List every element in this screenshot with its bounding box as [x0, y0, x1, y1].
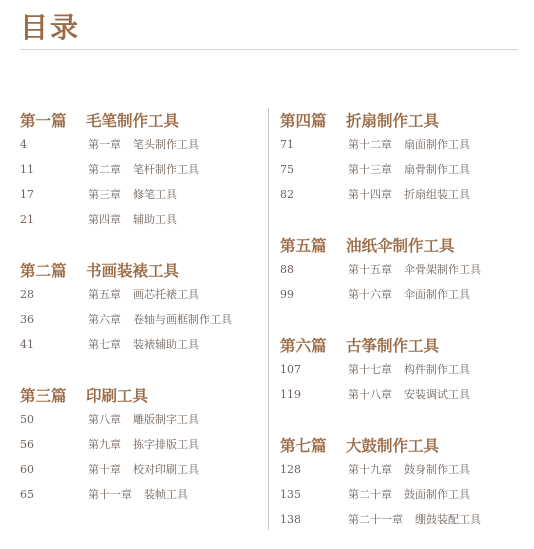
page-number: 135 — [280, 488, 301, 501]
part-heading[interactable] — [20, 110, 260, 132]
chapter-number: 第七章 — [88, 338, 121, 351]
part-number: 第二篇 — [20, 262, 67, 280]
part-heading[interactable] — [280, 235, 525, 257]
page-number: 21 — [20, 213, 34, 226]
chapter-entry[interactable] — [280, 182, 525, 207]
chapter-entry[interactable] — [280, 507, 525, 532]
chapter-number: 第二十章 — [348, 488, 392, 501]
part-number: 第六篇 — [280, 337, 327, 355]
chapter-title: 校对印刷工具 — [133, 463, 199, 476]
chapter-title: 伞面制作工具 — [404, 288, 470, 301]
part-heading[interactable] — [20, 260, 260, 282]
chapter-number: 第十八章 — [348, 388, 392, 401]
chapter-entry[interactable] — [20, 132, 260, 157]
part-heading[interactable] — [20, 385, 260, 407]
page-number: 4 — [20, 138, 27, 151]
page-number: 17 — [20, 188, 34, 201]
page-number: 71 — [280, 138, 294, 151]
chapter-number: 第二十一章 — [348, 513, 403, 526]
chapter-title: 修笔工具 — [133, 188, 177, 201]
part-number: 第五篇 — [280, 237, 327, 255]
chapter-title: 装帧工具 — [144, 488, 188, 501]
chapter-title: 笔头制作工具 — [133, 138, 199, 151]
chapter-number: 第五章 — [88, 288, 121, 301]
page-number: 60 — [20, 463, 34, 476]
chapter-title: 拣字排版工具 — [133, 438, 199, 451]
chapter-number: 第十一章 — [88, 488, 132, 501]
toc-part — [280, 435, 525, 532]
chapter-title: 扇骨制作工具 — [404, 163, 470, 176]
chapter-title: 折扇组装工具 — [404, 188, 470, 201]
chapter-title: 装裱辅助工具 — [133, 338, 199, 351]
toc-part — [280, 335, 525, 407]
chapter-title: 画芯托裱工具 — [133, 288, 199, 301]
chapter-entry[interactable] — [20, 482, 260, 507]
chapter-entry[interactable] — [20, 332, 260, 357]
chapter-title: 笔杆制作工具 — [133, 163, 199, 176]
title-divider — [20, 49, 518, 50]
chapter-number: 第十九章 — [348, 463, 392, 476]
page-number: 41 — [20, 338, 34, 351]
chapter-title: 鼓身制作工具 — [404, 463, 470, 476]
chapter-number: 第十五章 — [348, 263, 392, 276]
chapter-entry[interactable] — [280, 382, 525, 407]
page-number: 28 — [20, 288, 34, 301]
page-number: 50 — [20, 413, 34, 426]
chapter-entry[interactable] — [20, 182, 260, 207]
part-name: 大鼓制作工具 — [346, 437, 440, 455]
chapter-entry[interactable] — [20, 282, 260, 307]
chapter-title: 扇面制作工具 — [404, 138, 470, 151]
page-number: 36 — [20, 313, 34, 326]
toc-part — [20, 260, 260, 357]
chapter-number: 第十七章 — [348, 363, 392, 376]
part-number: 第三篇 — [20, 387, 67, 405]
chapter-number: 第二章 — [88, 163, 121, 176]
page-number: 99 — [280, 288, 294, 301]
chapter-entry[interactable] — [20, 457, 260, 482]
chapter-number: 第十章 — [88, 463, 121, 476]
page-title: 目录 — [20, 11, 81, 44]
chapter-title: 构件制作工具 — [404, 363, 470, 376]
chapter-entry[interactable] — [20, 307, 260, 332]
chapter-entry[interactable] — [20, 407, 260, 432]
chapter-entry[interactable] — [20, 207, 260, 232]
chapter-entry[interactable] — [280, 257, 525, 282]
chapter-entry[interactable] — [280, 132, 525, 157]
part-heading[interactable] — [280, 335, 525, 357]
chapter-entry[interactable] — [20, 157, 260, 182]
page-number: 56 — [20, 438, 34, 451]
part-name: 油纸伞制作工具 — [346, 237, 455, 255]
chapter-entry[interactable] — [280, 457, 525, 482]
chapter-number: 第四章 — [88, 213, 121, 226]
part-number: 第七篇 — [280, 437, 327, 455]
page-number: 88 — [280, 263, 294, 276]
toc-part — [20, 110, 260, 232]
chapter-number: 第九章 — [88, 438, 121, 451]
page-number: 107 — [280, 363, 301, 376]
page-number: 65 — [20, 488, 34, 501]
chapter-title: 雕版制字工具 — [133, 413, 199, 426]
chapter-title: 伞骨架制作工具 — [404, 263, 481, 276]
page-number: 119 — [280, 388, 301, 401]
page-number: 75 — [280, 163, 294, 176]
part-heading[interactable] — [280, 110, 525, 132]
part-name: 折扇制作工具 — [346, 112, 440, 130]
toc-part — [280, 235, 525, 307]
chapter-entry[interactable] — [280, 482, 525, 507]
chapter-title: 鼓面制作工具 — [404, 488, 470, 501]
chapter-title: 绷鼓装配工具 — [415, 513, 481, 526]
chapter-entry[interactable] — [280, 357, 525, 382]
page-number: 11 — [20, 163, 34, 176]
chapter-title: 安装调试工具 — [404, 388, 470, 401]
part-name: 书画装裱工具 — [86, 262, 180, 280]
column-divider — [268, 108, 269, 530]
chapter-entry[interactable] — [280, 282, 525, 307]
chapter-number: 第三章 — [88, 188, 121, 201]
page-number: 82 — [280, 188, 294, 201]
part-name: 印刷工具 — [86, 387, 149, 405]
part-name: 古筝制作工具 — [346, 337, 440, 355]
chapter-number: 第六章 — [88, 313, 121, 326]
chapter-title: 卷轴与画框制作工具 — [133, 313, 232, 326]
chapter-number: 第八章 — [88, 413, 121, 426]
chapter-number: 第一章 — [88, 138, 121, 151]
part-name: 毛笔制作工具 — [86, 112, 180, 130]
page-number: 138 — [280, 513, 301, 526]
page-number: 128 — [280, 463, 301, 476]
chapter-number: 第十四章 — [348, 188, 392, 201]
chapter-entry[interactable] — [280, 157, 525, 182]
part-number: 第一篇 — [20, 112, 67, 130]
chapter-number: 第十二章 — [348, 138, 392, 151]
toc-part — [20, 385, 260, 507]
chapter-entry[interactable] — [20, 432, 260, 457]
part-number: 第四篇 — [280, 112, 327, 130]
part-heading[interactable] — [280, 435, 525, 457]
chapter-title: 辅助工具 — [133, 213, 177, 226]
chapter-number: 第十六章 — [348, 288, 392, 301]
toc-part — [280, 110, 525, 207]
chapter-number: 第十三章 — [348, 163, 392, 176]
